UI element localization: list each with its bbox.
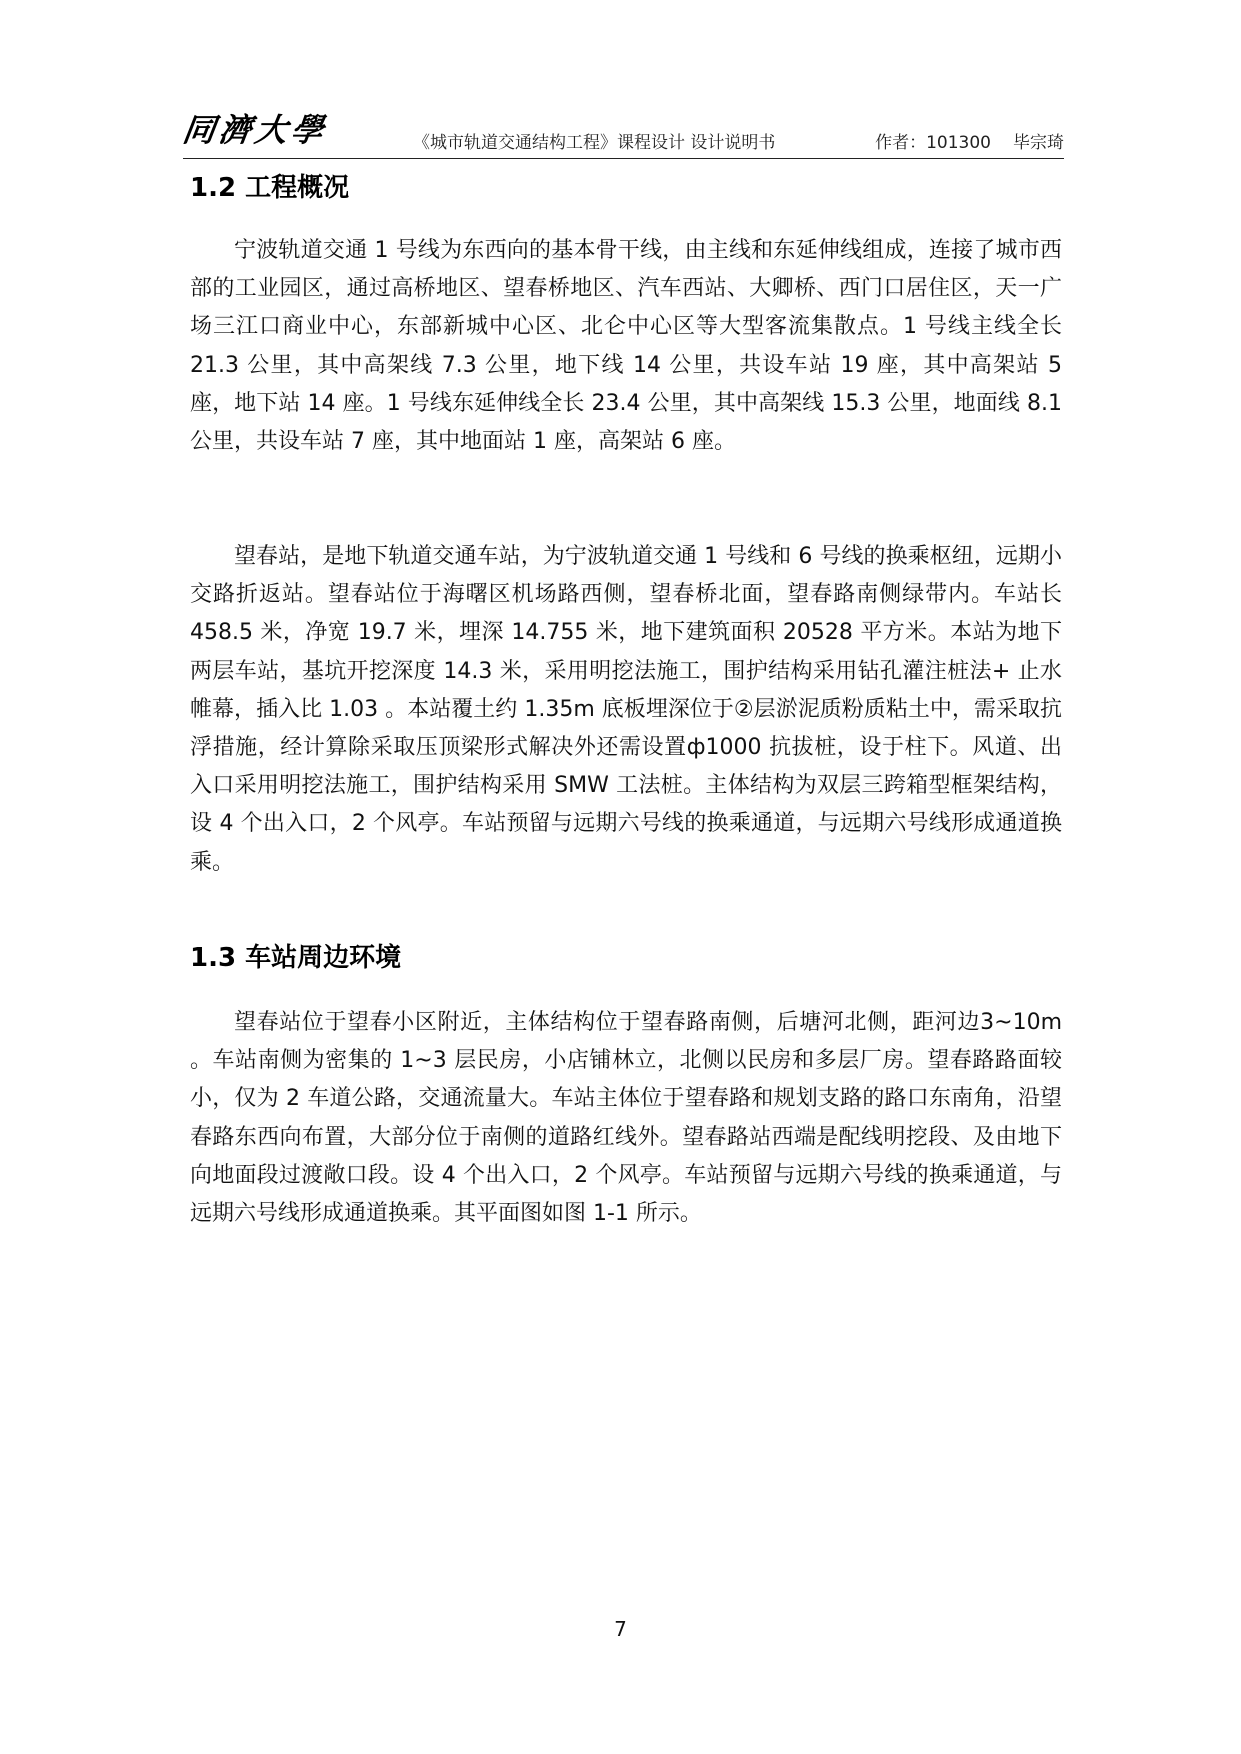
page-number: 7 — [614, 1617, 627, 1641]
author-label: 作者：101300 — [875, 133, 991, 153]
paragraph: 望春站，是地下轨道交通车站，为宁波轨道交通 1 号线和 6 号线的换乘枢纽，远期小交路折返站。望春站位于海曙区机场路西侧，望春桥北面，望春路南侧绿带内。车站长 458.5 米，净宽 19.7 米，埋深 14.755 米，地下建筑面积 20528 平方米。本站为地下两层车站，基坑开挖深度 14.3 米，采用明挖法施工，围护结构采用钻孔灌注桩法+ 止水帷幕，插入比 1.03 。本站覆土约 1.35m 底板埋深位于②层淤泥质粉质粘土中，需采取抗浮措施，经计算除采取压顶梁形式解决外还需设置ф1000 抗拔桩，设于柱下。风道、出入口采用明挖法施工，围护结构采用 SMW 工法桩。主体结构为双层三跨箱型框架结构，设 4 个出入口，2 个风亭。车站预留与远期六号线的换乘通道，与远期六号线形成通道换乘。 — [190, 544, 1062, 875]
author-name: 毕宗琦 — [1013, 133, 1064, 153]
university-logo: 同濟大學 — [180, 111, 330, 149]
author-info — [875, 132, 1064, 154]
course-title: 《城市轨道交通结构工程》课程设计 设计说明书 — [413, 133, 776, 153]
section-title-1-2: 1.2 工程概况 — [190, 173, 350, 203]
paragraph: 宁波轨道交通 1 号线为东西向的基本骨干线，由主线和东延伸线组成，连接了城市西部的工业园区，通过高桥地区、望春桥地区、汽车西站、大卿桥、西门口居住区，天一广场三江口商业中心，东部新城中心区、北仑中心区等大型客流集散点。1 号线主线全长 21.3 公里，其中高架线 7.3 公里，地下线 14 公里，共设车站 19 座，其中高架站 5 座，地下站 14 座。1 号线东延伸线全长 23.4 公里，其中高架线 15.3 公里，地面线 8.1 公里，共设车站 7 座，其中地面站 1 座，高架站 6 座。 — [190, 238, 1062, 455]
section-title-1-3: 1.3 车站周边环境 — [190, 943, 402, 973]
page-header — [180, 110, 1064, 159]
paragraph: 望春站位于望春小区附近，主体结构位于望春路南侧，后塘河北侧，距河边3~10m 。车站南侧为密集的 1~3 层民房，小店铺林立，北侧以民房和多层厂房。望春路路面较小，仅为 2 车道公路，交通流量大。车站主体位于望春路和规划支路的路口东南角，沿望春路东西向布置，大部分位于南侧的道路红线外。望春路站西端是配线明挖段、及由地下向地面段过渡敞口段。设 4 个出入口，2 个风亭。车站预留与远期六号线的换乘通道，与远期六号线形成通道换乘。其平面图如图 1-1 所示。 — [190, 1010, 1062, 1227]
